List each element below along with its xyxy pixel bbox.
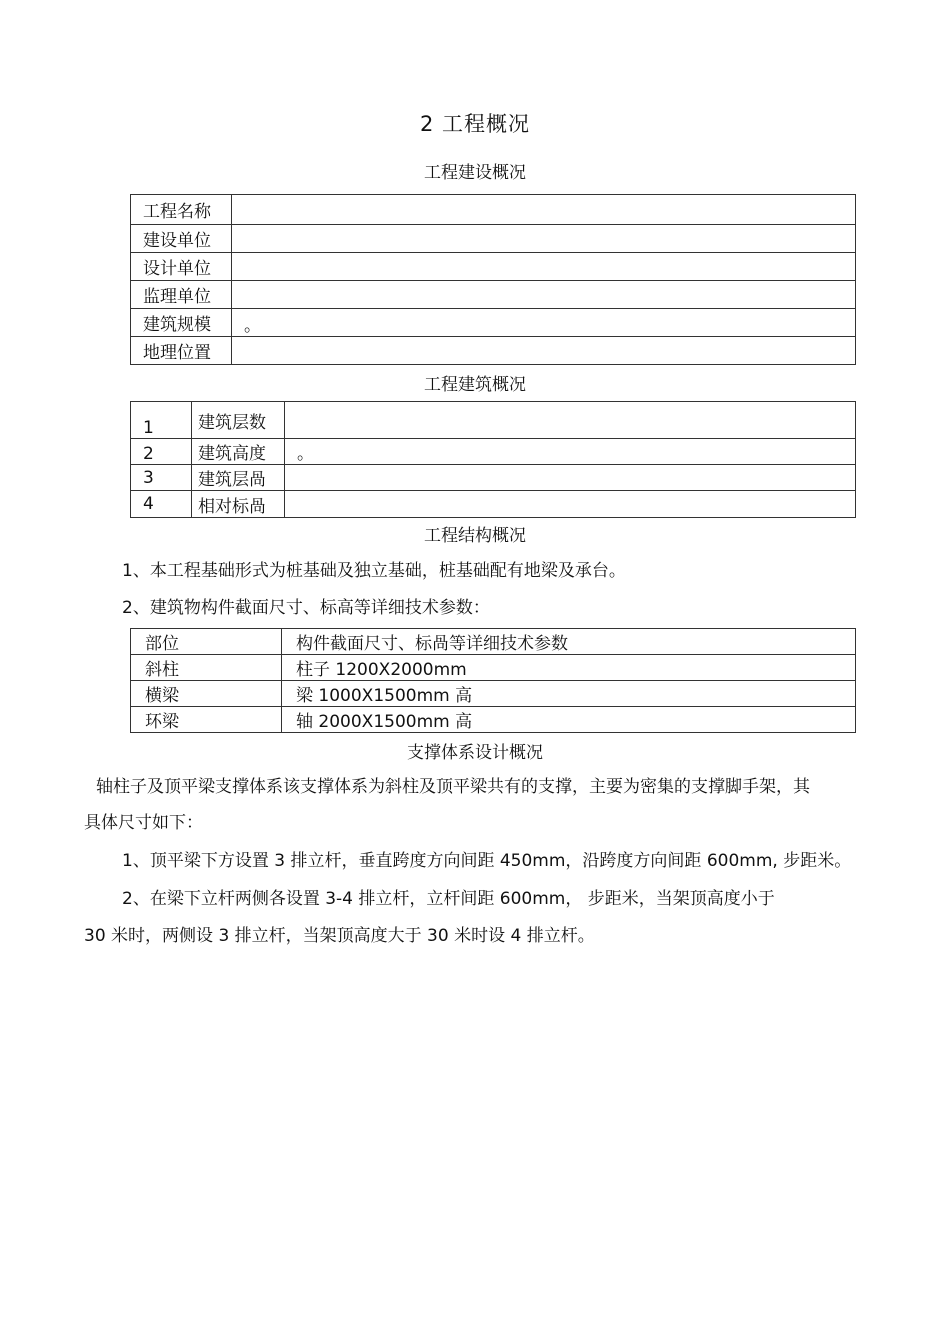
row-param: 梁 1000X1500mm 高 [282, 681, 856, 707]
row-param: 轴 2000X1500mm 高 [282, 707, 856, 733]
column-header-part: 部位 [131, 629, 282, 655]
table-row [131, 491, 856, 518]
support-intro-line-2: 具体尺寸如下： [84, 813, 203, 833]
table-row [131, 225, 856, 253]
table-row [131, 439, 856, 465]
row-value [232, 253, 856, 281]
section-heading-support: 支撑体系设计概况 [407, 743, 543, 763]
component-params-table [130, 628, 856, 733]
row-label: 建筑高度 [192, 439, 285, 465]
row-label: 建筑层咼 [192, 465, 285, 491]
table-row [131, 402, 856, 439]
row-number: 3 [131, 465, 192, 491]
table-row [131, 281, 856, 309]
column-header-param: 构件截面尺寸、标咼等详细技术参数 [282, 629, 856, 655]
structure-paragraph-1: 1、本工程基础形式为桩基础及独立基础，桩基础配有地梁及承台。 [122, 561, 626, 581]
table-row [131, 337, 856, 365]
row-value [285, 465, 856, 491]
row-label: 设计单位 [131, 253, 232, 281]
row-value: 。 [285, 439, 856, 465]
support-item-2-line-1: 2、在梁下立杆两侧各设置 3-4 排立杆，立杆间距 600mm， 步距米，当架顶高度小于 [122, 889, 775, 909]
table-row [131, 655, 856, 681]
row-part: 斜柱 [131, 655, 282, 681]
row-part: 横梁 [131, 681, 282, 707]
row-value [232, 225, 856, 253]
support-intro-line-1: 轴柱子及顶平梁支撑体系该支撑体系为斜柱及顶平梁共有的支撑，主要为密集的支撑脚手架，其 [96, 777, 810, 797]
row-label: 建筑层数 [192, 402, 285, 439]
support-item-2-line-2: 30 米时，两侧设 3 排立杆，当架顶高度大于 30 米时设 4 排立杆。 [84, 926, 595, 946]
support-item-1: 1、顶平梁下方设置 3 排立杆，垂直跨度方向间距 450mm，沿跨度方向间距 600mm, 步距米。 [122, 851, 852, 871]
row-value [232, 195, 856, 225]
row-value [285, 402, 856, 439]
section-heading-building: 工程建筑概况 [424, 375, 526, 395]
row-param: 柱子 1200X2000mm [282, 655, 856, 681]
construction-info-table [130, 194, 856, 365]
page-title: 2 工程概况 [419, 112, 531, 136]
table-row [131, 465, 856, 491]
table-row [131, 195, 856, 225]
row-label: 相对标咼 [192, 491, 285, 518]
section-heading-structure: 工程结构概况 [424, 526, 526, 546]
row-number: 1 [131, 402, 192, 439]
row-value [285, 491, 856, 518]
row-label: 建筑规模 [131, 309, 232, 337]
row-label: 监理单位 [131, 281, 232, 309]
table-row [131, 707, 856, 733]
row-value: 。 [232, 309, 856, 337]
table-row [131, 681, 856, 707]
row-part: 环梁 [131, 707, 282, 733]
row-label: 工程名称 [131, 195, 232, 225]
row-value [232, 281, 856, 309]
building-info-table [130, 401, 856, 518]
table-header-row [131, 629, 856, 655]
section-heading-construction: 工程建设概况 [424, 163, 526, 183]
row-number: 4 [131, 491, 192, 518]
table-row [131, 309, 856, 337]
row-value [232, 337, 856, 365]
row-number: 2 [131, 439, 192, 465]
row-label: 地理位置 [131, 337, 232, 365]
table-row [131, 253, 856, 281]
structure-paragraph-2: 2、建筑物构件截面尺寸、标高等详细技术参数： [122, 598, 490, 618]
row-label: 建设单位 [131, 225, 232, 253]
